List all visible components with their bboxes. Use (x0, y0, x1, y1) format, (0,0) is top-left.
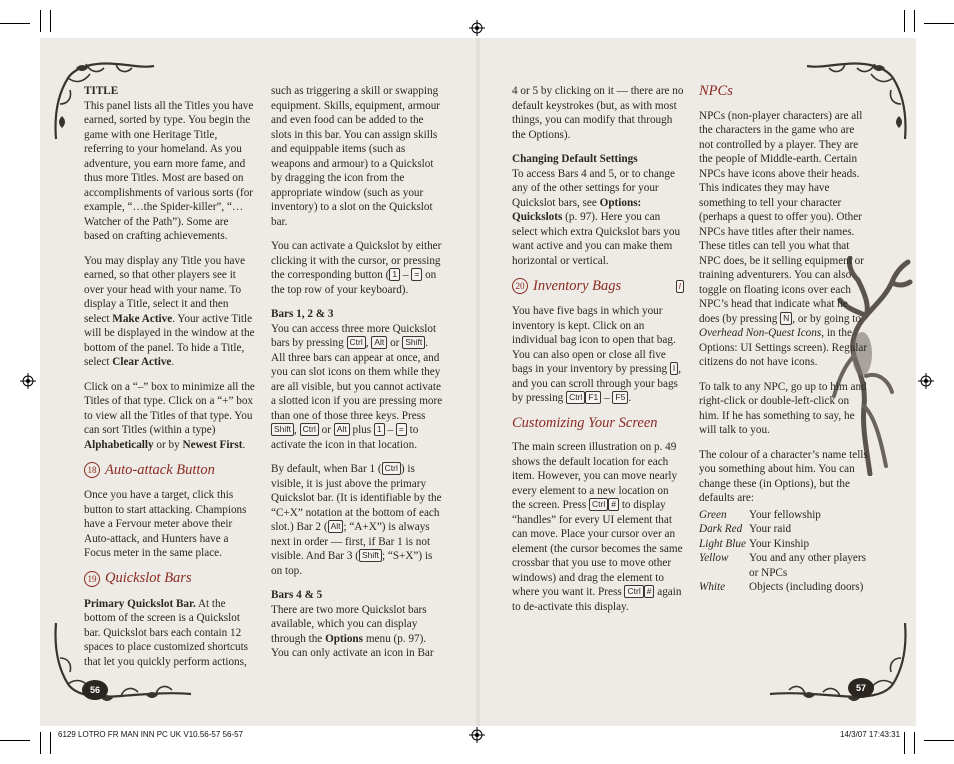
crop-mark (904, 10, 905, 32)
key-shift: Shift (271, 423, 294, 436)
key-1: 1 (374, 423, 385, 436)
paragraph: This panel lists all the Titles you have earned, sorted by type. You begin the game with one Heritage Title, referring to your homeland. As you adventure, you earn more fame, and thus more Titles. Most are based on accomplishments of various sorts (for example, “…the Spider-killer”, “…Watcher of the Path”). Some are based on crafting achievements. (84, 99, 254, 242)
paragraph: By default, when Bar 1 ( Ctrl ) is visible, it is just above the primary Quickslot bar. (It is identifiable by the “C+X” notation at the bottom of each slot.) Bar 2 ( Alt ; “A+X”) is always next in order — first, if Bar 1 is not visible. And Bar 3 ( Shift ; “S+X”) is on top. (271, 463, 442, 577)
colour-name: Light Blue (699, 537, 746, 550)
section-heading-inventory-bags: 20 Inventory Bags I (512, 278, 684, 294)
key-shift: Shift (402, 336, 425, 349)
colour-meaning: Your Kinship (749, 537, 810, 550)
paragraph: Changing Default Settings To access Bars 4 and 5, or to change any of the other settings for your Quickslot bars, see Options: Quickslots (p. 97). Here you can select which extra Quickslot bars you want active and you can make them horizontal or vertical. (512, 152, 684, 268)
column-1 (84, 84, 256, 679)
key-alt: Alt (371, 336, 387, 349)
column-2 (271, 84, 443, 671)
key-1: 1 (389, 268, 400, 281)
paragraph: Primary Quickslot Bar. At the bottom of the screen is a Quickslot bar. Quickslot bars each contain 12 spaces to place customized shortcuts that let you quickly perform actions, (84, 597, 249, 668)
print-slug-left: 6129 LOTRO FR MAN INN PC UK V10.56-57 56-57 (58, 730, 243, 739)
paragraph: You can activate a Quickslot by either clicking it with the cursor, or pressing the corresponding button ( 1 – = on the top row of your keyboard). (271, 240, 442, 296)
key-f5: F5 (612, 391, 628, 404)
crop-mark (0, 740, 30, 741)
colour-name: White (699, 581, 726, 593)
crop-mark (904, 732, 905, 754)
name-colour-defaults (699, 508, 869, 595)
colour-meaning: You and any other players or NPCs (749, 552, 866, 579)
registration-mark-icon (20, 373, 36, 389)
key-ctrl: Ctrl (382, 462, 401, 475)
key-i: I (676, 280, 684, 293)
number-badge-icon: 18 (84, 462, 100, 478)
paragraph: To talk to any NPC, go up to him and right-click or double-left-click on him. If he has something to say, he will talk to you. (699, 380, 867, 436)
number-badge-icon: 20 (512, 278, 528, 294)
paragraph: You have five bags in which your inventory is kept. Click on an individual bag icon to open that bag. You can also open or close all five bags in your inventory by pressing I , and you can scroll through your bags by pressing Ctrl F1 – F5 . (512, 305, 682, 404)
colour-name: Yellow (699, 552, 729, 564)
paragraph: such as triggering a skill or swapping equipment. Skills, equipment, armour and even food can be added to the slots in this bar. You can assign skills and equippable items (such as weapons and armour) to a Quickslot by dragging the icon from the appropriate window (such as your inventory) to a slot on the Quickslot bar. (271, 85, 441, 228)
column-4 (699, 84, 869, 595)
key-equals: = (411, 268, 422, 281)
paragraph: 4 or 5 by clicking on it — there are no default keystrokes (but, as with most things, you can modify that through the Options). (512, 85, 684, 141)
colour-name: Green (699, 508, 727, 521)
crop-mark (50, 732, 51, 754)
page-number: 57 (848, 678, 874, 698)
paragraph: Click on a “–” box to minimize all the Titles of that type. Click on a “+” box to view all the Titles of that type. You can sort Titles (within a type) Alphabetically or by Newest First. (84, 380, 255, 451)
section-heading-quickslot-bars: 19 Quickslot Bars (84, 571, 256, 587)
number-badge-icon: 19 (84, 571, 100, 587)
subheading: Bars 4 & 5 (271, 589, 323, 601)
key-ctrl: Ctrl (624, 585, 643, 598)
crop-mark (40, 10, 41, 32)
key-ctrl: Ctrl (566, 391, 585, 404)
key-alt: Alt (328, 520, 344, 533)
subheading: Bars 1, 2 & 3 (271, 308, 334, 320)
key-ctrl: Ctrl (347, 336, 366, 349)
paragraph: You may display any Title you have earned, so that other players see it over your head with your name. To display a Title, select it and then select Make Active. Your active Title will be displayed in the window at the bottom of the panel. To hide a Title, select Clear Active. (84, 254, 255, 368)
key-shift: Shift (359, 549, 382, 562)
colour-meaning: Your raid (749, 523, 792, 535)
colour-name: Dark Red (699, 523, 743, 535)
left-page (40, 38, 478, 726)
crop-mark (924, 23, 954, 24)
print-slug-right: 14/3/07 17:43:31 (840, 730, 901, 739)
crop-mark (914, 10, 915, 32)
page-number: 56 (82, 680, 108, 700)
crop-mark (50, 10, 51, 32)
key-hash: # (608, 498, 619, 511)
key-alt: Alt (334, 423, 350, 436)
paragraph: Once you have a target, click this button to start attacking. Champions have a Fervour meter above their Auto-attack, and Hunters have a Focus meter in the same place. (84, 489, 247, 559)
paragraph: The main screen illustration on p. 49 shows the default location for each item. However, you can move nearly every element to a new location on the screen. Press Ctrl # to display “handles” for every UI element that can move. Place your cursor over an element (the cursor becomes the same crossbar that you use to move other windows) and drag the element to where you want it. Press Ctrl # again to de-activate this display. (512, 441, 683, 613)
key-ctrl: Ctrl (300, 423, 319, 436)
key-f1: F1 (585, 391, 601, 404)
key-i: I (670, 362, 678, 375)
paragraph: Bars 4 & 5 There are two more Quickslot bars available, which you can display through the Options menu (p. 97). You can only activate an icon in Bar (271, 588, 443, 661)
key-n: N (780, 312, 792, 325)
colour-meaning: Objects (including doors) (749, 581, 864, 593)
paragraph: The colour of a character’s name tells you something about him. You can change these (in Options), but the defaults are: (699, 448, 868, 504)
key-ctrl: Ctrl (589, 498, 608, 511)
key-hash: # (644, 585, 655, 598)
subheading: Changing Default Settings (512, 153, 638, 165)
crop-mark (40, 732, 41, 754)
crop-mark (924, 740, 954, 741)
section-heading-npcs: NPCs (699, 83, 733, 99)
paragraph: NPCs (non-player characters) are all the characters in the game who are not controlled by a player. They are the people of Middle-earth. Certain NPCs have icons above their heads. This indicates they may have something to tell your character (perhaps a quest to offer you). Other NPCs have titles after their names. These titles can tell you what that NPC does, be it selling equipment or training adventurers. You can also toggle on floating icons over each NPC’s head that indicate what he does (by pressing N , or by going to Overhead Non-Quest Icons, in the Options: UI Settings screen). Regular citizens do not have icons. (699, 109, 868, 368)
crop-mark (0, 23, 30, 24)
colour-meaning: Your fellowship (749, 508, 821, 521)
registration-mark-icon (469, 727, 485, 743)
paragraph: Bars 1, 2 & 3 You can access three more Quickslot bars by pressing Ctrl , Alt or Shift . All three bars can appear at once, and you can slot icons on them while they are all visible, but you cannot activate a slotted icon if you are pressing more than one of those three keys. Press Shift , Ctrl or Alt plus 1 – = to activate the icon in that location. (271, 308, 443, 451)
crop-mark (914, 732, 915, 754)
page-spread (40, 38, 916, 726)
registration-mark-icon (918, 373, 934, 389)
right-page (478, 38, 916, 726)
section-heading-customizing-screen: Customizing Your Screen (512, 414, 658, 431)
key-equals: = (396, 423, 407, 436)
section-heading-auto-attack: 18 Auto-attack Button (84, 462, 256, 478)
column-3 (512, 84, 684, 624)
registration-mark-icon (469, 20, 485, 36)
title-heading: TITLE (84, 85, 119, 97)
